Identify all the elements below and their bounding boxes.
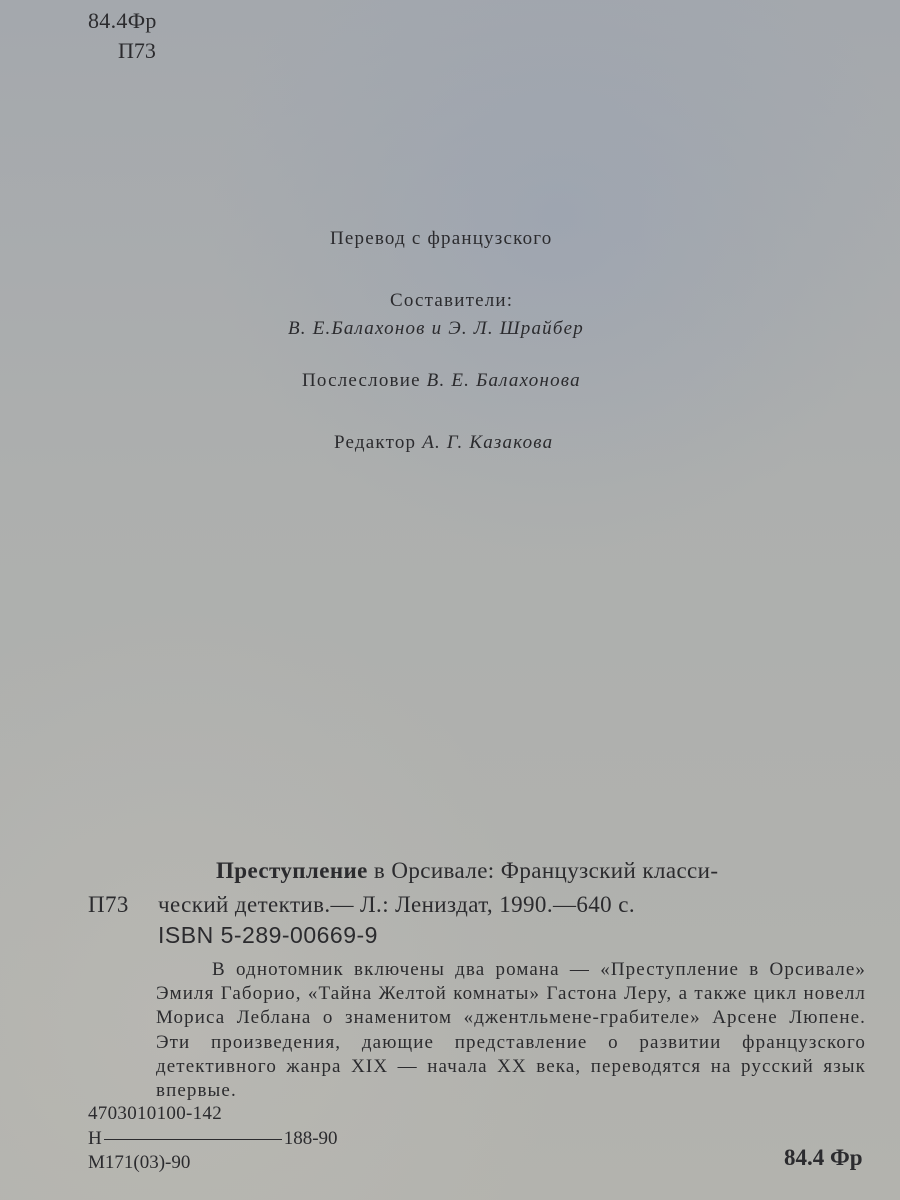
translation-note: Перевод с французского <box>330 228 553 249</box>
bibliographic-title-rest: в Орсивале: Французский класси- <box>367 858 719 883</box>
bottom-classification: 84.4 Фр <box>784 1145 863 1170</box>
catalog-code: М171(03)-90 <box>88 1152 191 1173</box>
editor-label: Редактор <box>334 432 417 453</box>
editor-credit <box>334 432 553 454</box>
bibliographic-title-line <box>216 858 718 884</box>
afterword-label: Послесловие <box>302 370 421 391</box>
author-mark: П73 <box>118 38 156 63</box>
editor-name: А. Г. Казакова <box>422 432 554 453</box>
annotation-text: В однотомник включены два романа — «Преступление в Орсивале» Эмиля Габорио, «Тайна Желтой комнаты» Гастона Леру, а также цикл новелл Мориса Леблана о знаменитом «джентльмене-грабителе» Арсене Люпене. Эти произведения, дающие представление о развитии французского детективного жанра XIX — начала XX века, переводятся на русский язык впервые. <box>156 959 866 1102</box>
isbn: ISBN 5-289-00669-9 <box>158 922 378 948</box>
bibliographic-publication-line: ческий детектив.— Л.: Лениздат, 1990.—640 с. <box>158 892 635 917</box>
fraction-code-prefix: Н <box>88 1128 102 1149</box>
book-title: Преступление <box>216 858 368 883</box>
compilers-label: Составители: <box>390 290 514 311</box>
compilers-names: В. Е.Балахонов и Э. Л. Шрайбер <box>288 318 584 339</box>
fraction-divider <box>104 1139 282 1140</box>
publishing-code: 4703010100-142 <box>88 1103 223 1124</box>
afterword-name: В. Е. Балахонова <box>426 370 581 391</box>
udc-classification: 84.4Фр <box>88 8 157 33</box>
afterword-credit <box>302 370 581 392</box>
bibliographic-author-mark: П73 <box>88 892 129 917</box>
fraction-code-suffix: 188-90 <box>283 1128 338 1149</box>
fraction-code <box>88 1128 338 1150</box>
